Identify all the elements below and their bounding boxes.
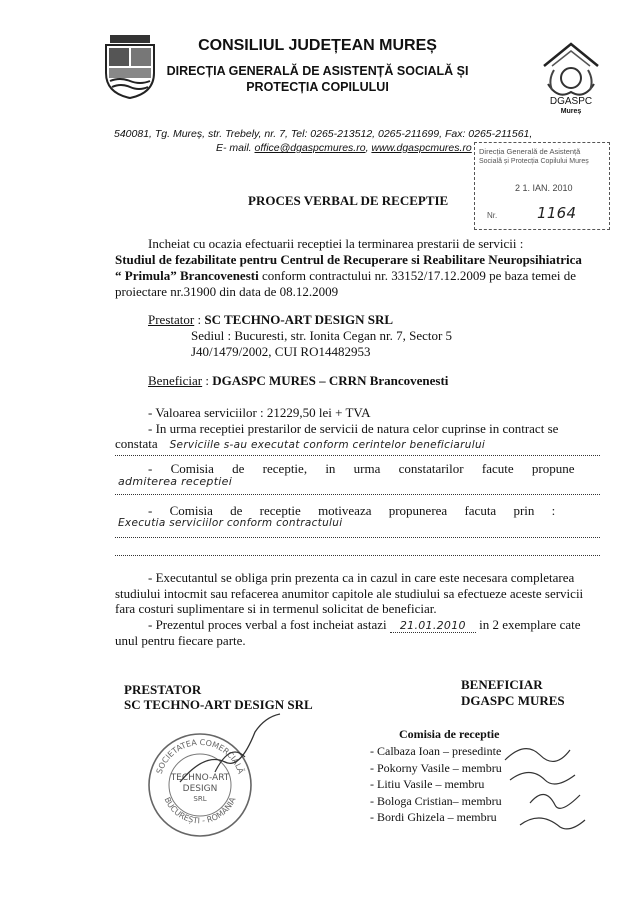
contact-line: [216, 142, 472, 154]
project-name: “ Primula” Brancovenesti: [115, 268, 259, 283]
commission-signatures: [500, 735, 600, 835]
stamp-line-1: Direcția Generală de Asistență: [479, 147, 581, 156]
dgaspc-logo-subtext: Mureș: [560, 108, 582, 115]
address-line: 540081, Tg. Mureș, str. Trebely, nr. 7, Tel: 0265-213512, 0265-211699, Fax: 0265-211561,: [114, 128, 533, 140]
executant-line-1: - Executantul se obliga prin prezenta ca in cazul in care este necesara completarea: [148, 570, 575, 585]
stamp-date: 2 1. IAN. 2010: [515, 183, 573, 193]
executant-line-3: fara costuri suplimentare si in termenul solicitat de beneficiar.: [115, 601, 437, 616]
intro-line-4: proiectare nr.31900 din data de 08.12.2009: [115, 284, 339, 299]
dotted-line: [115, 555, 600, 556]
directorate-line-1: DIRECȚIA GENERALĂ DE ASISTENȚĂ SOCIALĂ ȘI: [166, 64, 469, 78]
prestator-signature-name: SC TECHNO-ART DESIGN SRL: [124, 697, 313, 712]
seal-center-line-2: DESIGN: [182, 784, 218, 794]
commission-member: - Calbaza Ioan – presedinte: [370, 744, 502, 758]
dgaspc-logo-text: DGASPC: [549, 96, 593, 107]
beneficiar-separator: :: [202, 373, 213, 388]
prestator-signature: [175, 712, 285, 792]
dotted-line: [115, 455, 600, 456]
prestator-address: Sediul : Bucuresti, str. Ionita Cegan nr. 7, Sector 5: [191, 328, 453, 343]
prestator-signature-title: PRESTATOR: [124, 682, 202, 697]
concluded-line: [148, 617, 581, 633]
dotted-line: [115, 537, 600, 538]
concluded-date: 21.01.2010: [390, 619, 476, 633]
executant-line-2: studiului intocmit sau refacerea anumitor capitole ale studiului sa efectueze aceste servicii: [115, 586, 584, 601]
contact-separator: ,: [365, 142, 372, 154]
stamp-nr-label: Nr.: [487, 211, 498, 220]
intro-line-1: Incheiat cu ocazia efectuarii receptiei la terminarea prestarii de servicii :: [148, 236, 524, 251]
contract-reference: conform contractului nr. 33152/17.12.2009 pe baza temei de: [258, 268, 577, 283]
commission-line: - Comisia de receptie, in urma constatarilor facute propune: [148, 461, 575, 476]
directorate-line-2: PROTECȚIA COPILULUI: [246, 80, 389, 94]
email-prefix: E- mail.: [216, 142, 255, 154]
stamp-line-2: Socială și Protecția Copilului Mureș: [479, 158, 589, 165]
concluded-suffix: in 2 exemplare cate: [479, 617, 581, 632]
prestator-label: Prestator: [148, 312, 195, 327]
beneficiar-signature-title: BENEFICIAR: [461, 677, 543, 692]
commission-title: Comisia de receptie: [399, 727, 500, 741]
reception-line-1: - In urma receptiei prestarilor de servicii de natura celor cuprinse in contract se: [148, 421, 559, 436]
beneficiar-label: Beneficiar: [148, 373, 203, 388]
commission-member: - Bologa Cristian– membru: [370, 793, 502, 808]
value-line: - Valoarea serviciilor : 21229,50 lei + TVA: [148, 405, 371, 420]
prestator-registration: J40/1479/2002, CUI RO14482953: [191, 344, 371, 359]
seal-ring-bottom: BUCUREȘTI - ROMÂNIA: [162, 795, 238, 826]
commission-handwritten: admiterea receptiei: [118, 475, 233, 488]
commission-member-list: [370, 743, 502, 826]
prestator-line: [148, 312, 393, 328]
commission-member: - Litiu Vasile – membru: [370, 777, 485, 791]
reception-handwritten: Serviciile s-au executat conform cerintelor beneficiarului: [169, 439, 486, 451]
dotted-line: [115, 494, 600, 495]
beneficiar-line: [148, 373, 448, 389]
motivation-handwritten: Executia serviciilor conform contractului: [118, 517, 343, 529]
commission-member: - Bordi Ghizela – membru: [370, 810, 497, 824]
seal-ring-top: SOCIETATEA COMERCIALĂ: [154, 737, 246, 776]
commission-member: - Pokorny Vasile – membru: [370, 760, 502, 775]
prestator-separator: :: [194, 312, 205, 327]
reception-line-2: [115, 436, 602, 452]
registry-stamp: [474, 142, 610, 230]
seal-center-line-1: TECHNO-ART: [170, 773, 230, 783]
concluded-prefix: - Prezentul proces verbal a fost incheiat astazi: [148, 617, 387, 632]
intro-line-2: Studiul de fezabilitate pentru Centrul de Recuperare si Reabilitare Neuropsihiatrica: [115, 252, 582, 267]
motivation-line: - Comisia de receptie motiveaza propunerea facuta prin :: [148, 503, 556, 518]
seal-center-line-3: SRL: [193, 795, 207, 803]
website-link[interactable]: www.dgaspcmures.ro: [371, 142, 472, 154]
council-title: CONSILIUL JUDEȚEAN MUREȘ: [198, 37, 437, 54]
dgaspc-logo: [538, 40, 604, 114]
beneficiar-signature-name: DGASPC MURES: [461, 693, 565, 708]
stamp-nr-value: 1164: [537, 204, 577, 222]
concluded-line-2: unul pentru fiecare parte.: [115, 633, 246, 648]
intro-line-3: [115, 268, 576, 284]
prestator-name: SC TECHNO-ART DESIGN SRL: [204, 312, 394, 327]
reception-prefix: constata: [115, 436, 158, 451]
email-link[interactable]: office@dgaspcmures.ro: [254, 142, 366, 154]
document-title: PROCES VERBAL DE RECEPTIE: [248, 193, 449, 208]
beneficiar-name: DGASPC MURES – CRRN Brancovenesti: [212, 373, 449, 388]
